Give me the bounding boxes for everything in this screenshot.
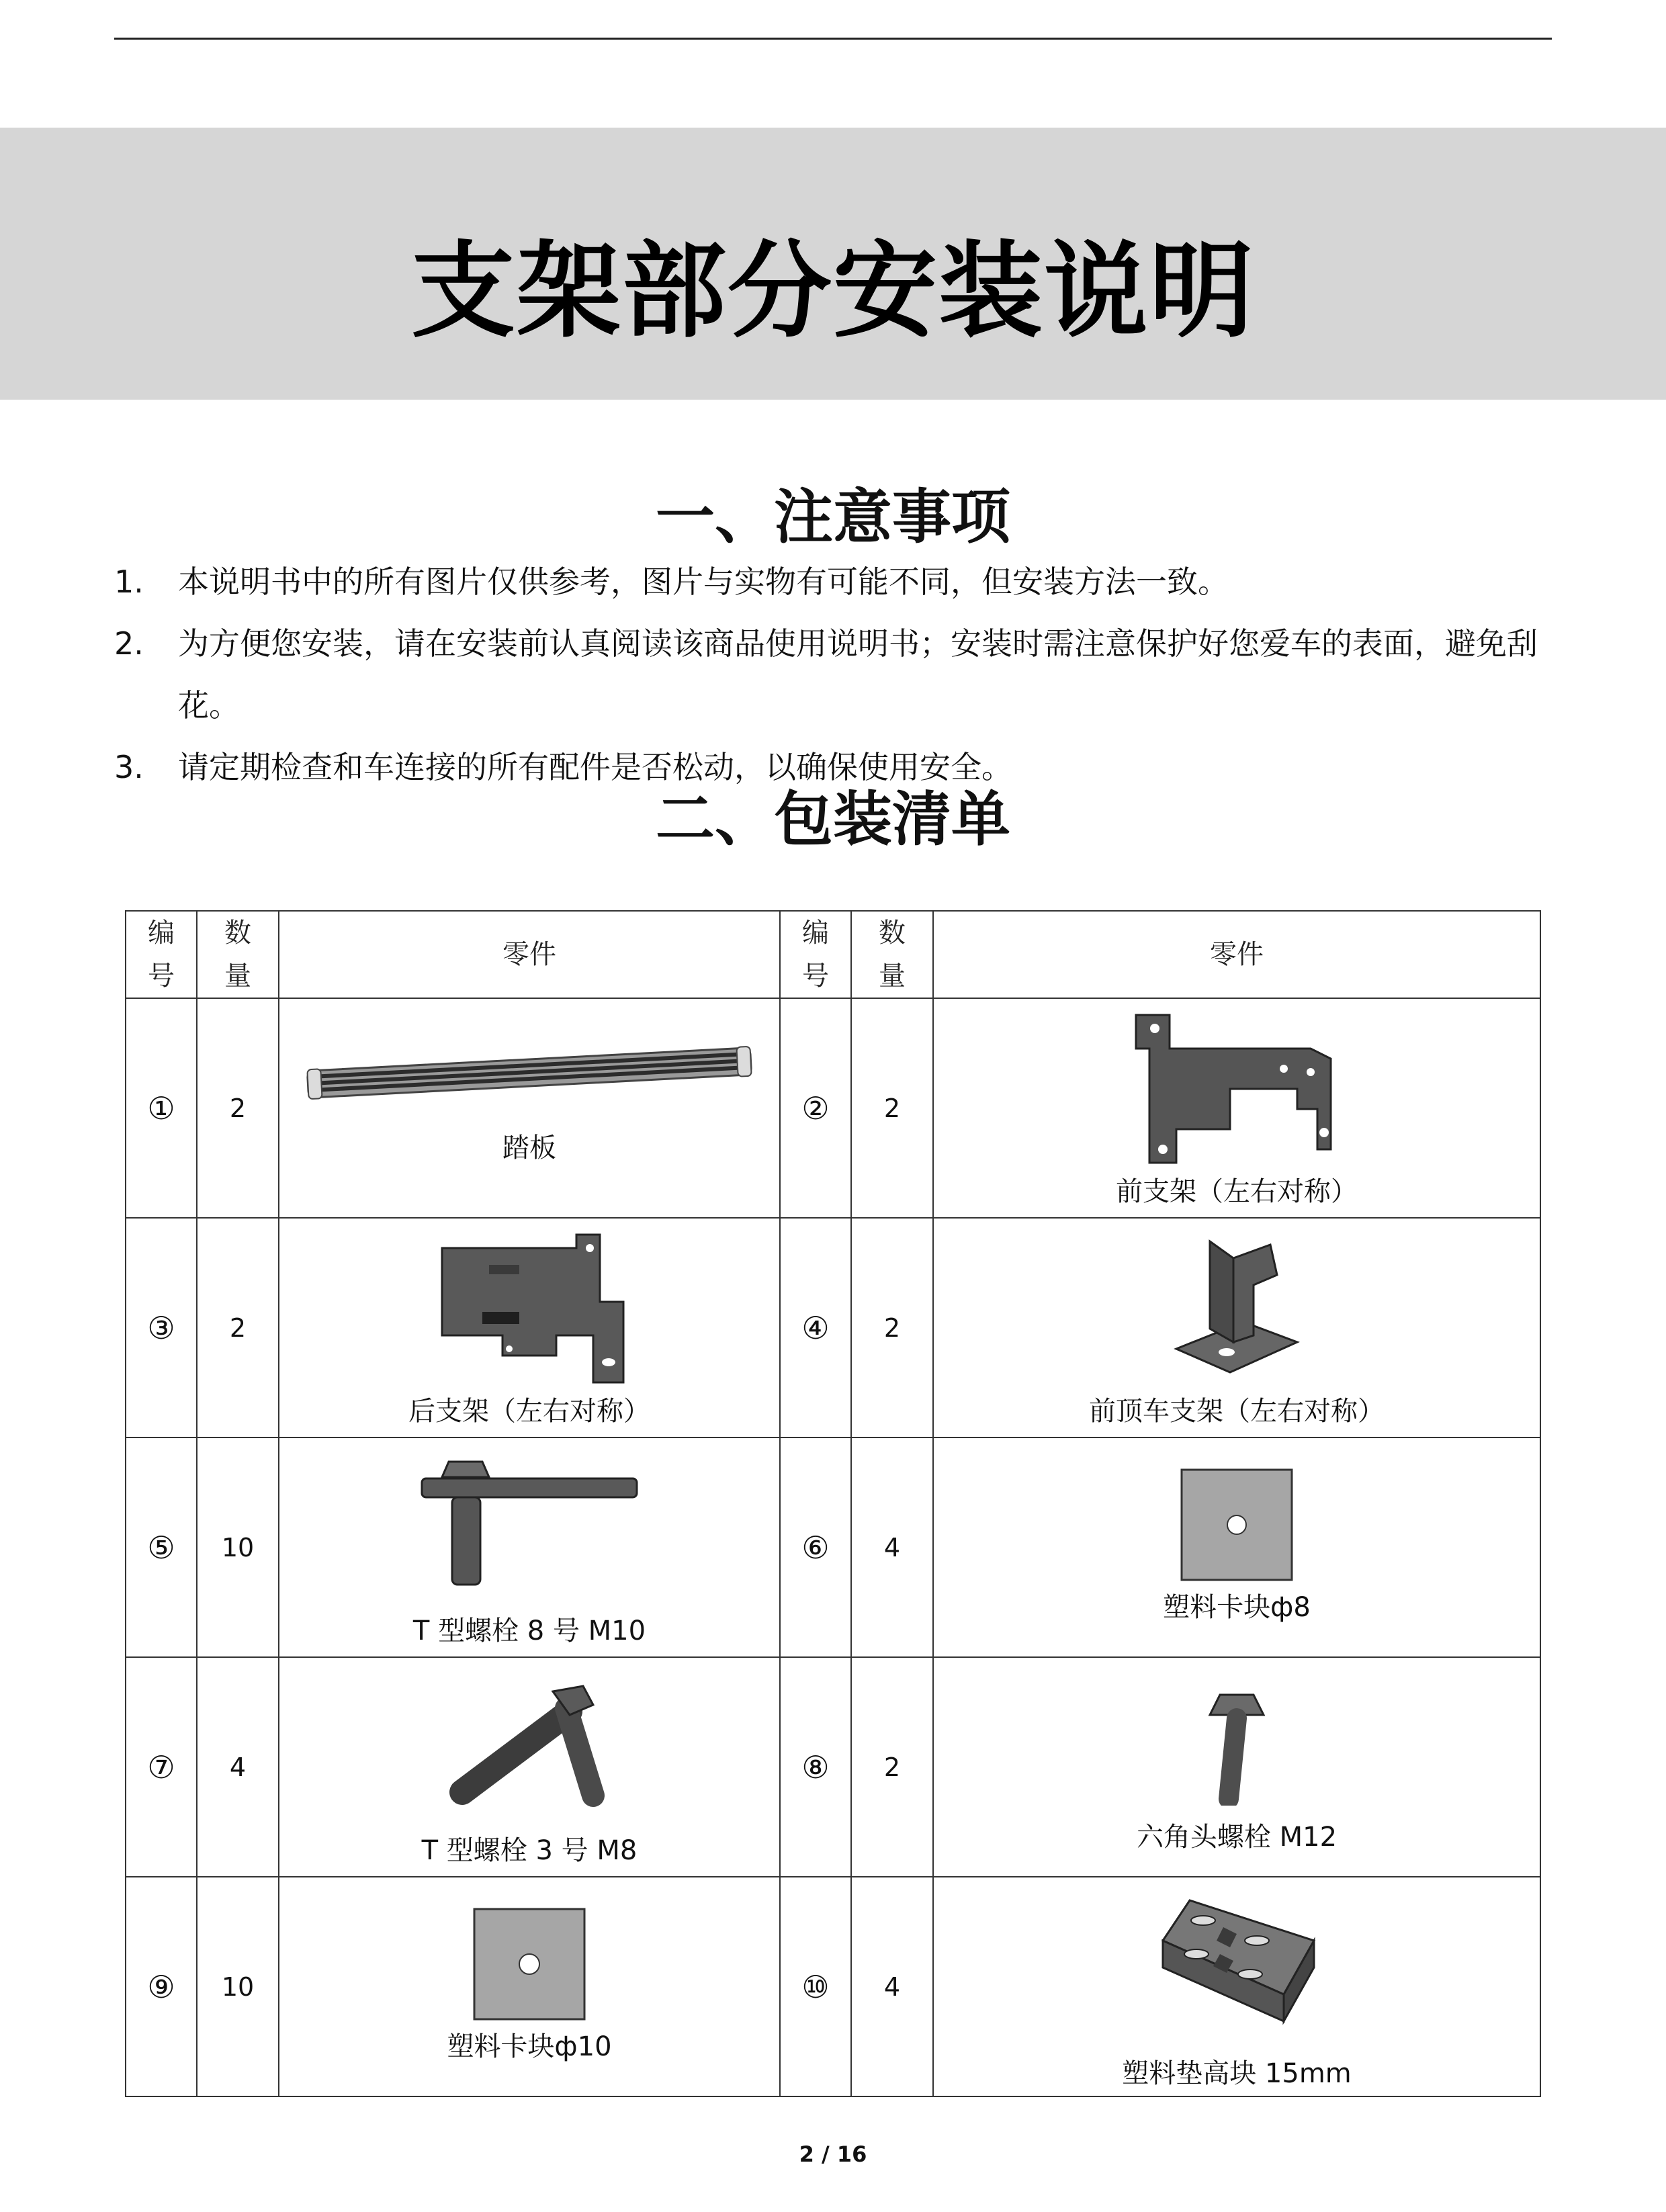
part-id: ⑩ bbox=[780, 1877, 851, 2096]
part-cell bbox=[279, 1218, 780, 1437]
table-row bbox=[126, 1877, 1540, 2096]
note-text: 本说明书中的所有图片仅供参考，图片与实物有可能不同，但安装方法一致。 bbox=[178, 564, 1229, 600]
part-qty: 4 bbox=[197, 1657, 279, 1877]
part-name: 后支架（左右对称） bbox=[408, 1396, 650, 1427]
part-name: 踏板 bbox=[502, 1133, 556, 1163]
packing-list-table bbox=[125, 910, 1541, 2097]
part-id: ⑦ bbox=[126, 1657, 197, 1877]
running-board-icon bbox=[301, 1039, 758, 1106]
part-qty: 2 bbox=[851, 998, 933, 1218]
part-name: 塑料卡块ф8 bbox=[1163, 1592, 1311, 1623]
t-bolt-m10-icon bbox=[415, 1458, 644, 1593]
rear-bracket-icon bbox=[429, 1228, 630, 1389]
spacer-block-icon bbox=[1149, 1894, 1324, 2035]
part-id: ② bbox=[780, 998, 851, 1218]
t-bolt-m8-icon bbox=[442, 1678, 617, 1819]
packing-section-title: 二、包装清单 bbox=[655, 785, 1010, 854]
part-name: 前支架（左右对称） bbox=[1116, 1176, 1358, 1207]
part-qty: 2 bbox=[851, 1218, 933, 1437]
note-number: 1. bbox=[114, 564, 144, 600]
part-cell bbox=[933, 998, 1540, 1218]
part-id: ④ bbox=[780, 1218, 851, 1437]
table-row bbox=[126, 1437, 1540, 1657]
header-part: 零件 bbox=[933, 911, 1540, 998]
header-rule bbox=[114, 38, 1552, 40]
header-part: 零件 bbox=[279, 911, 780, 998]
part-name: 前顶车支架（左右对称） bbox=[1089, 1396, 1385, 1427]
table-header-row bbox=[126, 911, 1540, 998]
part-cell bbox=[279, 1437, 780, 1657]
header-qty-label: 数量 bbox=[879, 918, 906, 991]
note-item bbox=[114, 551, 1565, 613]
part-qty: 4 bbox=[851, 1877, 933, 2096]
part-cell bbox=[279, 1657, 780, 1877]
part-cell bbox=[933, 1437, 1540, 1657]
plastic-clip-8-icon bbox=[1180, 1468, 1294, 1582]
notes-list bbox=[114, 551, 1565, 798]
part-qty: 4 bbox=[851, 1437, 933, 1657]
part-id: ⑧ bbox=[780, 1657, 851, 1877]
note-text: 为方便您安装，请在安装前认真阅读该商品使用说明书；安装时需注意保护好您爱车的表面，避免刮花。 bbox=[178, 625, 1538, 723]
table-row bbox=[126, 998, 1540, 1218]
part-name: 六角头螺栓 M12 bbox=[1136, 1822, 1338, 1853]
title-banner bbox=[0, 128, 1666, 400]
front-bracket-icon bbox=[1129, 1008, 1344, 1169]
part-id: ⑥ bbox=[780, 1437, 851, 1657]
header-qty bbox=[851, 911, 933, 998]
part-qty: 2 bbox=[197, 1218, 279, 1437]
part-name: T 型螺栓 3 号 M8 bbox=[421, 1835, 638, 1866]
part-cell bbox=[279, 1877, 780, 2096]
part-qty: 2 bbox=[851, 1657, 933, 1877]
table-row bbox=[126, 1657, 1540, 1877]
part-id: ⑤ bbox=[126, 1437, 197, 1657]
note-number: 2. bbox=[114, 625, 144, 662]
page-number: 2 / 16 bbox=[799, 2141, 867, 2167]
part-id: ⑨ bbox=[126, 1877, 197, 2096]
header-id bbox=[780, 911, 851, 998]
note-item bbox=[114, 613, 1565, 736]
header-id bbox=[126, 911, 197, 998]
plastic-clip-10-icon bbox=[472, 1907, 586, 2021]
notes-section-title: 一、注意事项 bbox=[655, 482, 1010, 551]
note-number: 3. bbox=[114, 749, 144, 785]
part-id: ① bbox=[126, 998, 197, 1218]
note-text: 请定期检查和车连接的所有配件是否松动，以确保使用安全。 bbox=[178, 749, 1012, 785]
table-row bbox=[126, 1218, 1540, 1437]
part-name: 塑料卡块ф10 bbox=[447, 2031, 612, 2062]
page-title: 支架部分安装说明 bbox=[411, 230, 1255, 352]
part-id: ③ bbox=[126, 1218, 197, 1437]
header-qty-label: 数量 bbox=[224, 918, 251, 991]
part-cell bbox=[933, 1218, 1540, 1437]
part-name: 塑料垫高块 15mm bbox=[1122, 2058, 1352, 2089]
header-qty bbox=[197, 911, 279, 998]
part-cell bbox=[933, 1657, 1540, 1877]
part-cell bbox=[279, 998, 780, 1218]
header-id-label: 编号 bbox=[148, 918, 175, 991]
part-qty: 10 bbox=[197, 1877, 279, 2096]
front-jack-bracket-icon bbox=[1170, 1235, 1304, 1382]
part-cell bbox=[933, 1877, 1540, 2096]
part-qty: 2 bbox=[197, 998, 279, 1218]
part-name: T 型螺栓 8 号 M10 bbox=[412, 1616, 646, 1646]
hex-bolt-m12-icon bbox=[1196, 1691, 1277, 1806]
part-qty: 10 bbox=[197, 1437, 279, 1657]
header-id-label: 编号 bbox=[802, 918, 829, 991]
